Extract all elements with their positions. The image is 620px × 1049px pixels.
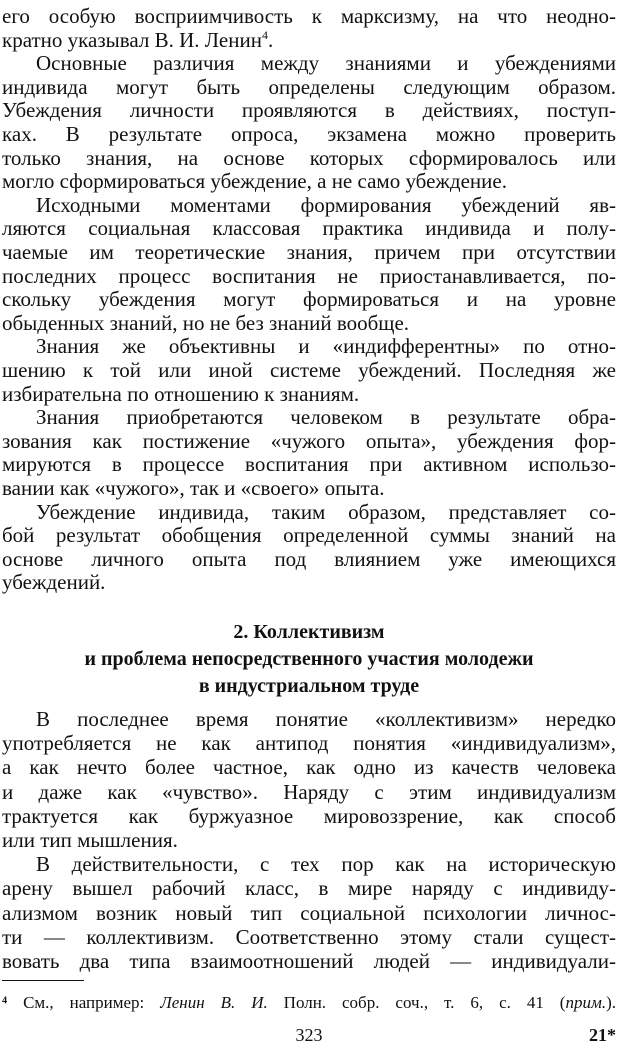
footnote: [2, 992, 616, 1014]
text-line: [2, 547, 616, 571]
text-line: [2, 146, 616, 170]
line-text: и даже как «чувство». Наряду с этим индивидуализм: [2, 779, 616, 804]
section-heading-line-2: и проблема непосредственного участия молодежи: [84, 648, 534, 670]
text-line: [2, 334, 616, 358]
line-text: В последнее время понятие «коллективизм» нередко: [36, 707, 616, 731]
signature-mark: 21*: [589, 1025, 616, 1045]
line-text: вании как «чужого», так и «своего» опыта.: [2, 476, 385, 500]
line-text: кратно указывал В. И. Ленин: [2, 27, 262, 52]
text-line: [2, 804, 616, 828]
line-text: или тип мышления.: [2, 828, 178, 852]
text-line: [2, 98, 616, 122]
text-line: [2, 382, 616, 406]
text-line: [2, 51, 616, 75]
text-line: [2, 949, 616, 973]
line-text: Убеждения личности проявляются в действиях, поступ-: [2, 98, 616, 123]
line-text: употребляется не как антипод понятия «индивидуализм»,: [2, 731, 616, 756]
section-heading-line-3: в индустриальном труде: [198, 675, 420, 697]
text-line: [2, 264, 616, 288]
line-text: ляются социальная классовая практика индивида и полу-: [2, 216, 616, 241]
line-text: Исходными моментами формирования убеждений яв-: [36, 192, 616, 217]
text-line: [2, 780, 616, 804]
line-text: трактуется как буржуазное мировоззрение, как способ: [2, 803, 616, 828]
text-line: [2, 216, 616, 240]
text-line: [2, 75, 616, 99]
line-text: бой результат обобщения определенной суммы знаний на: [2, 523, 616, 548]
text-line: [2, 193, 616, 217]
text-line: [2, 311, 616, 335]
line-text: ализмом возник новый тип социальной психологии личнос-: [2, 900, 616, 925]
line-text: а как нечто более частное, как одно из качеств человека: [2, 755, 616, 780]
line-text: чаемые им теоретические знания, причем при отсутствии: [2, 240, 616, 264]
line-text: шению к той или иной системе убеждений. Последняя же: [2, 358, 616, 382]
text-line: [2, 731, 616, 755]
line-text: ках. В результате опроса, экзамена можно проверить: [2, 122, 616, 146]
book-page: [2, 0, 616, 1049]
text-line: [2, 287, 616, 311]
line-text: могло сформироваться убеждение, а не само убеждение.: [2, 169, 507, 194]
text-line: [2, 452, 616, 476]
text-line: [2, 4, 616, 28]
line-text: скольку убеждения могут формироваться и на уровне: [2, 287, 616, 312]
footnote-intro: См., например:: [7, 993, 161, 1012]
section-heading-number: 2. Коллективизм: [233, 621, 385, 643]
footnote-note: прим.: [565, 993, 607, 1012]
text-line: [2, 876, 616, 900]
text-line: [2, 755, 616, 779]
line-text: ти — коллективизм. Соответственно этому стали сущест-: [2, 924, 616, 949]
text-line: [2, 570, 616, 594]
text-line: [2, 169, 616, 193]
footnote-reference: 4: [261, 27, 268, 42]
text-line: [2, 476, 616, 500]
text-line: [2, 901, 616, 925]
line-text: избирательна по отношению к знаниям.: [2, 381, 360, 406]
line-text: его особую восприимчивость к марксизму, на что неодно-: [2, 4, 616, 28]
line-text: Знания приобретаются человеком в результате обра-: [36, 405, 616, 430]
text-line: [2, 523, 616, 547]
text-line: [2, 500, 616, 524]
line-text: В действительности, с тех пор как на историческую: [36, 852, 616, 877]
text-line: [2, 828, 616, 852]
line-text: Основные различия между знаниями и убеждениями: [36, 51, 616, 76]
line-text: основе личного опыта под влиянием уже имеющихся: [2, 546, 616, 571]
footnote-divider: [2, 980, 84, 981]
line-text: индивида могут быть определены следующим образом.: [2, 74, 616, 99]
footnote-end: ).: [606, 993, 616, 1012]
page-number: 323: [295, 1025, 323, 1045]
line-text-end: .: [267, 27, 274, 52]
line-text: Знания же объективны и «индифферентны» по отно-: [36, 334, 616, 359]
footnote-author: Ленин В. И.: [160, 993, 268, 1012]
line-text: Убеждение индивида, таким образом, представляет со-: [36, 499, 616, 524]
line-text: арену вышел рабочий класс, в мире наряду с индивиду-: [2, 876, 616, 901]
text-line: [2, 122, 616, 146]
line-text: мируются в процессе воспитания при активном использо-: [2, 452, 616, 477]
text-line: [2, 707, 616, 731]
text-line: [2, 852, 616, 876]
text-line: [2, 358, 616, 382]
text-line: [2, 405, 616, 429]
footnote-source: Полн. собр. соч., т. 6, с. 41 (: [267, 993, 566, 1012]
text-line: [2, 28, 616, 52]
line-text: зования как постижение «чужого опыта», убеждения фор-: [2, 428, 616, 453]
text-line: [2, 240, 616, 264]
line-text: последних процесс воспитания не приостанавливается, по-: [2, 263, 616, 288]
line-text: вовать два типа взаимоотношений людей — индивидуали-: [2, 949, 616, 973]
line-text: обыденных знаний, но не без знаний вообще.: [2, 310, 410, 335]
line-text: убеждений.: [2, 570, 106, 595]
line-text: только знания, на основе которых сформировалось или: [2, 145, 616, 170]
footnote-mark: ⁴: [2, 993, 8, 1012]
text-line: [2, 925, 616, 949]
text-line: [2, 429, 616, 453]
